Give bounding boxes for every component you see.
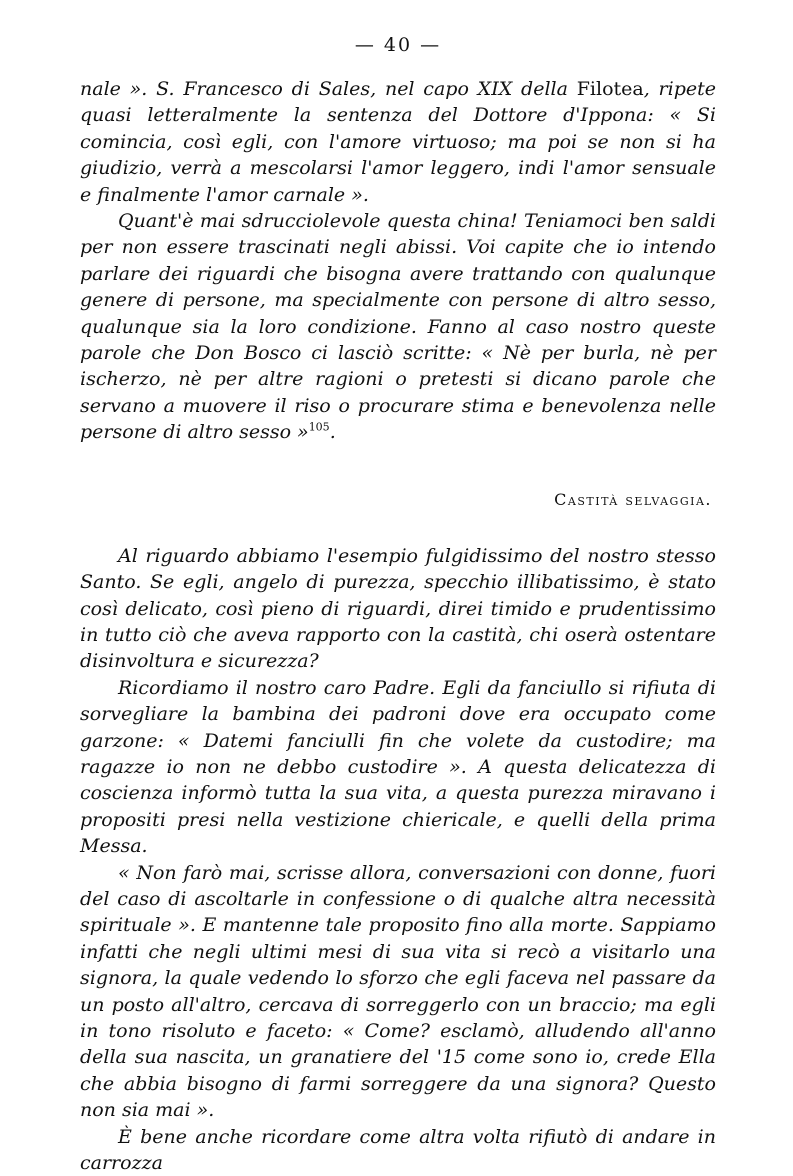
paragraph-remember-father: Ricordiamo il nostro caro Padre. Egli da fanciullo si rifiuta di sorvegliare la bambina dei padroni dove era occupato come garzone: « Datemi fanciulli fin che volete da custodire; ma ragazze io non ne debbo custodire ». A questa delicatezza di coscienza informò tutta la sua vita, a questa purezza miravano i propositi presi nella vestizione chiericale, e quelli della prima Messa. [80, 676, 716, 858]
paragraph-sales-quote [80, 76, 716, 208]
paragraph-resolution: « Non farò mai, scrisse allora, conversazioni con donne, fuori del caso di ascoltarle in confessione o di qualche altra necessità spirituale ». E mantenne tale proposito fino alla morte. Sappiamo infatti che negli ultimi mesi di sua vita si recò a visitarlo una signora, la quale vedendo lo sforzo che egli faceva nel passare da un posto all'altro, cercava di sorreggerlo con un braccio; ma egli in tono risoluto e faceto: « Come? esclamò, alludendo all'anno della sua nascita, un granatiere del '15 come sono io, crede Ella che abbia bisogno di farmi sorreggere da una signora? Questo non sia mai ». [80, 861, 716, 1122]
paragraph-example-saint: Al riguardo abbiamo l'esempio fulgidissimo del nostro stesso Santo. Se egli, angelo di purezza, specchio illibatissimo, è stato così delicato, così pieno di riguardi, direi timido e prudentissimo in tutto ciò che aveva rapporto con la castità, chi oserà ostentare disinvoltura e sicurezza? [80, 544, 716, 673]
paragraph-text-post: , ripete quasi letteralmente la sentenza del Dottore d'Ippona: « Si comincia, così egli, con l'amore virtuoso; ma poi se non si ha giudizio, verrà a mescolarsi l'amor leggero, indi l'amor sensuale e finalmente l'amor carnale ». [80, 78, 717, 206]
section-heading: Castità selvaggia. [554, 489, 712, 509]
paragraph-carriage: È bene anche ricordare come altra volta rifiutò di andare in carrozza [80, 1125, 716, 1175]
book-page [80, 34, 717, 1175]
paragraph-text: Quant'è mai sdrucciolevole questa china! Teniamoci ben saldi per non essere trascinati negli abissi. Voi capite che io intendo parlare dei riguardi che bisogna avere trattando con qualunque genere di persone, ma specialmente con persone di altro sesso, qualunque sia la loro condizione. Fanno al caso nostro queste parole che Don Bosco ci lasciò scritte: « Nè per burla, nè per ischerzo, nè per altre ragioni o pretesti si dicano parole che servano a muovere il riso o procurare stima e benevolenza nelle persone di altro sesso » [80, 210, 716, 444]
page-number: — 40 — [354, 34, 442, 56]
paragraph-slippery-slope [80, 208, 716, 446]
paragraph-text-pre: nale ». S. Francesco di Sales, nel capo XIX della [80, 78, 577, 100]
footnote-reference: 105 [308, 420, 330, 434]
book-title-filotea: Filotea [576, 78, 644, 100]
paragraph-end-punctuation: . [329, 421, 336, 444]
